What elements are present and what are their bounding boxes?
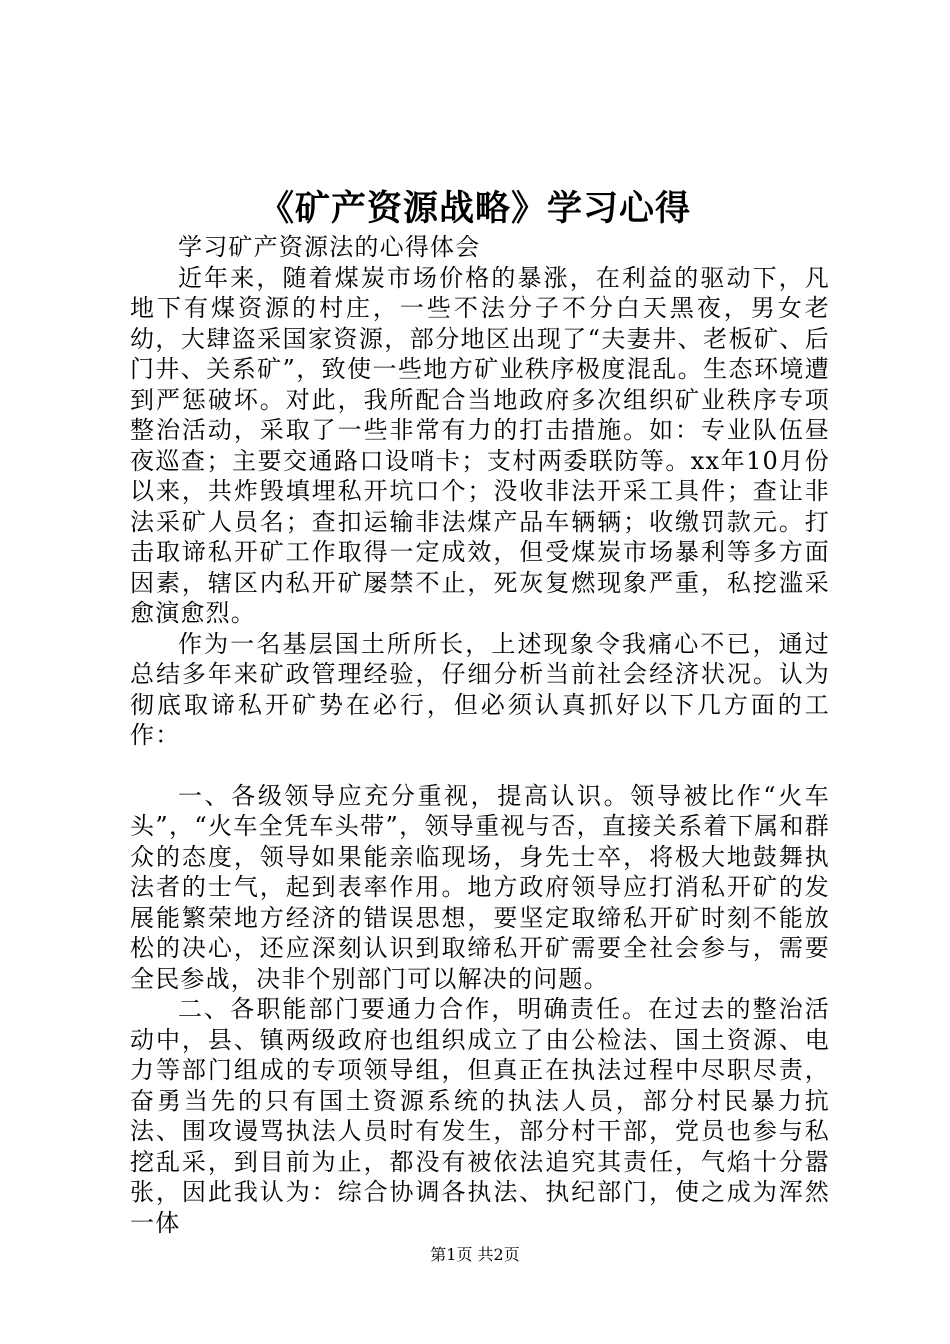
body-paragraph-1: 近年来，随着煤炭市场价格的暴涨，在利益的驱动下，凡地下有煤资源的村庄，一些不法分子不分白天黑夜，男女老幼，大肆盗采国家资源，部分地区出现了“夫妻井、老板矿、后门井、关系矿”，致使一些地方矿业秩序极度混乱。生态环境遭到严惩破坏。对此，我所配合当地政府多次组织矿业秩序专项整治活动，采取了一些非常有力的打击措施。如：专业队伍昼夜巡查；主要交通路口设哨卡；支村两委联防等。xx年10月份以来，共炸毁填埋私开坑口个；没收非法开采工具件；查让非法采矿人员名；查扣运输非法煤产品车辆辆；收缴罚款元。打击取谛私开矿工作取得一定成效，但受煤炭市场暴利等多方面因素，辖区内私开矿屡禁不止，死灰复燃现象严重，私挖滥采愈演愈烈。 bbox=[130, 263, 830, 627]
document-title: 《矿产资源战略》学习心得 bbox=[258, 188, 691, 229]
subtitle-paragraph: 学习矿产资源法的心得体会 bbox=[178, 233, 481, 261]
body-paragraph-2: 作为一名基层国土所所长，上述现象令我痛心不已，通过总结多年来矿政管理经验，仔细分析当前社会经济状况。认为彻底取谛私开矿势在必行，但必须认真抓好以下几方面的工作： bbox=[130, 629, 830, 749]
document-body bbox=[130, 232, 830, 1238]
body-paragraph-3: 一、各级领导应充分重视，提高认识。领导被比作“火车头”，“火车全凭车头带”，领导重视与否，直接关系着下属和群众的态度，领导如果能亲临现场，身先士卒，将极大地鼓舞执法者的士气，起到表率作用。地方政府领导应打消私开矿的发展能繁荣地方经济的错误思想，要坚定取缔私开矿时刻不能放松的决心，还应深刻认识到取缔私开矿需要全社会参与，需要全民参战，决非个别部门可以解决的问题。 bbox=[130, 781, 830, 993]
paragraph-spacer bbox=[130, 751, 830, 781]
page-number-footer: 第1页 共2页 bbox=[430, 1245, 520, 1264]
body-paragraph-4: 二、各职能部门要通力合作，明确责任。在过去的整治活动中，县、镇两级政府也组织成立了由公检法、国土资源、电力等部门组成的专项领导组，但真正在执法过程中尽职尽责，奋勇当先的只有国土资源系统的执法人员，部分村民暴力抗法、围攻谩骂执法人员时有发生，部分村干部，党员也参与私挖乱采，到目前为止，都没有被依法追究其责任，气焰十分嚣张，因此我认为：综合协调各执法、执纪部门，使之成为浑然一体 bbox=[130, 995, 830, 1237]
